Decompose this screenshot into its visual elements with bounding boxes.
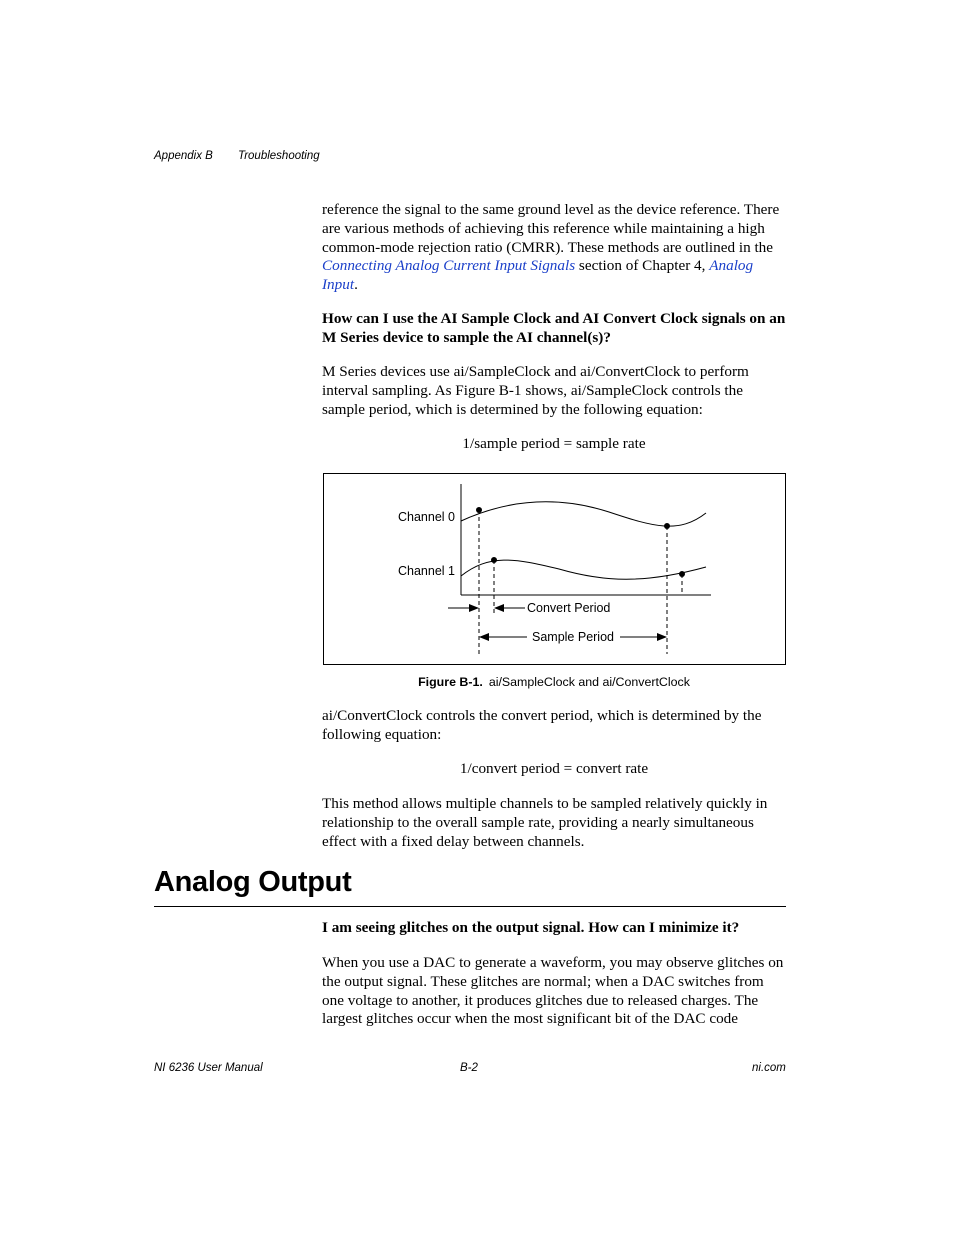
section-rule: [154, 906, 786, 907]
footer-manual-title: NI 6236 User Manual: [154, 1062, 263, 1074]
intro-paragraph: [322, 201, 786, 295]
sample-period-label: Sample Period: [532, 630, 614, 644]
figure-caption: [322, 675, 786, 689]
channel0-label: Channel 0: [398, 510, 455, 524]
channel0-waveform: [461, 502, 706, 526]
caption-text: ai/SampleClock and ai/ConvertClock: [488, 675, 690, 689]
intro-text-after: .: [354, 276, 358, 294]
sample-dot-ch1-2: [679, 571, 685, 577]
equation-sample-rate: 1/sample period = sample rate: [462, 435, 646, 452]
channel1-label: Channel 1: [398, 564, 455, 578]
timing-diagram: [324, 474, 785, 664]
question-glitches: I am seeing glitches on the output signal. How can I minimize it?: [322, 919, 740, 936]
link-analog-input[interactable]: Analog Input: [322, 257, 754, 294]
sample-dot-ch0-2: [664, 523, 670, 529]
figure-b1: [323, 473, 786, 665]
footer-page-number: B-2: [460, 1062, 478, 1074]
paragraph-interval-sampling: M Series devices use ai/SampleClock and ai/ConvertClock to perform interval sampling. As Figure B-1 shows, ai/SampleClock controls the sample period, which is determined by the following equation:: [322, 363, 749, 418]
footer-website: ni.com: [752, 1062, 786, 1074]
sample-dot-ch0-1: [476, 507, 482, 513]
paragraph-dac-glitches: When you use a DAC to generate a waveform, you may observe glitches on the output signal. These glitches are normal; when a DAC switches from one voltage to another, it produces glitches due to released charges. The largest glitches occur when the most significant bit of the DAC code: [322, 954, 784, 1028]
running-header: [154, 150, 320, 162]
section-title-analog-output: Analog Output: [154, 866, 352, 898]
caption-label: Figure B-1.: [418, 675, 483, 689]
paragraph-convert-clock: ai/ConvertClock controls the convert period, which is determined by the following equation:: [322, 707, 762, 743]
equation-convert-rate: 1/convert period = convert rate: [459, 760, 649, 777]
sample-dot-ch1-1: [491, 557, 497, 563]
intro-text-before: reference the signal to the same ground level as the device reference. There are various methods of achieving this reference while maintaining a high common-mode rejection ratio (CMRR). These methods are outlined in the: [322, 201, 780, 256]
question-ai-clocks: How can I use the AI Sample Clock and AI Convert Clock signals on an M Series device to sample the AI channel(s)?: [322, 310, 786, 346]
intro-text-middle: section of Chapter 4,: [575, 257, 710, 275]
header-title: Troubleshooting: [238, 150, 320, 162]
link-connecting-analog-current-input-signals[interactable]: Connecting Analog Current Input Signals: [322, 257, 576, 275]
channel1-waveform: [461, 560, 706, 579]
header-appendix: Appendix B: [154, 150, 213, 162]
convert-period-label: Convert Period: [527, 601, 611, 615]
paragraph-method-summary: This method allows multiple channels to be sampled relatively quickly in relationship to the overall sample rate, providing a nearly simultaneous effect with a fixed delay between channels.: [322, 795, 768, 850]
